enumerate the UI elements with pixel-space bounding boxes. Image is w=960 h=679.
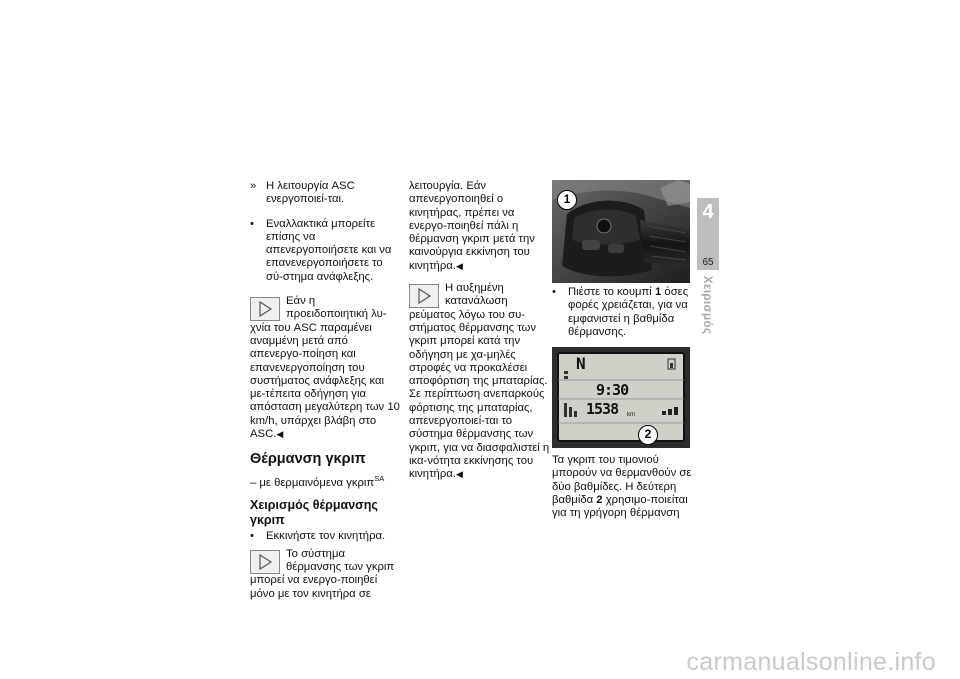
note-text: Το σύστημα θέρμανσης των γκριπ μπορεί να ενεργο-ποιηθεί μόνο με τον κινητήρα σε	[250, 547, 395, 600]
column-1	[250, 180, 400, 611]
column-2	[409, 180, 552, 492]
bullet-asc-activated	[250, 180, 400, 207]
result-marker: »	[250, 180, 257, 192]
paragraph-text-pre: Τα γκριπ του τιμονιού μπορούν να θερμανθούν σε δύο βαθμίδες. Η δεύτερη βαθμίδα	[552, 454, 692, 507]
page-number: 65	[702, 257, 714, 268]
column-3	[552, 180, 692, 521]
bullet-ignition-alternative	[250, 218, 400, 284]
note-battery-discharge	[409, 282, 552, 481]
note-text: Εάν η προειδοποιητική λυ-χνία του ASC παραμένει αναμμένη μετά από απενεργο-ποίηση και επανενεργοποίηση του συστήματος ανάφλεξης και με-τέπειτα οδήγηση για απόσταση μεγαλύτερη των 10 km/h, υπάρχει βλάβη στο ASC.	[250, 295, 400, 441]
bullet-text-post: όσες φορές χρειάζεται, για να εμφανιστεί η βαθμίδα θέρμανσης.	[568, 286, 689, 338]
note-engine-running	[250, 548, 400, 601]
note-asc-warning	[250, 295, 400, 441]
bullet-marker: •	[250, 217, 254, 230]
bullet-press-button	[552, 286, 692, 339]
lcd-odometer: 1538	[586, 400, 619, 419]
button-reference: 1	[654, 286, 662, 298]
bullet-text-pre: Πιέστε το κουμπί	[568, 286, 652, 298]
paragraph-heating-levels	[552, 454, 692, 520]
paragraph-restart-heating	[409, 180, 552, 273]
end-of-section-icon: ◀	[455, 469, 463, 480]
subsection-title-operate-grip-heating: Χειρισμός θέρμανσης γκριπ	[250, 498, 378, 527]
bullet-text: Εκκινήστε τον κινητήρα.	[266, 530, 386, 543]
bullet-marker: •	[250, 530, 254, 543]
end-of-section-icon: ◀	[276, 429, 284, 440]
section-title-grip-heating: Θέρμανση γκριπ	[250, 451, 366, 468]
paragraph-text: λειτουργία. Εάν απενεργοποιηθεί ο κινητήρας, πρέπει να ενεργο-ποιηθεί πάλι η θέρμανση γκριπ μετά την καινούργια εκκίνηση του κινητήρα.	[409, 180, 535, 272]
note-text: Η αυξημένη κατανάλωση ρεύματος λόγω του συ-στήματος θέρμανσης των γκριπ μπορεί κατά την οδήγηση με χα-μηλές στροφές να προκαλέσει αποφόρτιση της μπαταρίας. Σε περίπτωση ανεπαρκούς φόρτισης της μπαταρίας, απενεργοποιεί-ται το σύστημα θέρμανσης των γκριπ, για να διασφαλιστεί η ικα-νότητα εκκίνησης του κινητήρα.	[409, 282, 550, 481]
instrument-display-photo	[552, 347, 690, 448]
chapter-label: Χειρισμός	[701, 275, 715, 335]
note-icon	[250, 550, 280, 574]
handlebar-switch-photo	[552, 180, 690, 283]
level-reference: 2	[596, 494, 603, 507]
callout-2: 2	[638, 425, 658, 445]
bullet-text: Η λειτουργία ASC ενεργοποιεί-ται.	[266, 180, 355, 206]
optional-equipment-superscript: SA	[374, 474, 385, 484]
bullet-start-engine	[250, 530, 400, 543]
lcd-odometer-unit: km	[627, 412, 635, 419]
watermark: carmanualsonline.info	[686, 648, 936, 676]
callout-1: 1	[557, 190, 577, 210]
note-icon	[250, 297, 280, 321]
lcd-gear-indicator: N	[576, 354, 586, 374]
note-icon	[409, 284, 439, 308]
optional-equipment-line	[250, 472, 400, 490]
bullet-marker: •	[552, 286, 556, 298]
optional-line-text: – με θερμαινόμενα γκριπ	[250, 477, 375, 490]
paragraph-text-post: χρησιμο-ποιείται για τη γρήγορη θέρμανση	[552, 494, 688, 520]
lcd-clock: 9:30	[596, 381, 629, 400]
bullet-text: Εναλλακτικά μπορείτε επίσης να απενεργοποιήσετε και να επανενεργοποιήσετε το σύ-στημα ανάφλεξης.	[266, 217, 392, 283]
end-of-section-icon: ◀	[455, 260, 463, 271]
chapter-number: 4	[702, 201, 714, 223]
